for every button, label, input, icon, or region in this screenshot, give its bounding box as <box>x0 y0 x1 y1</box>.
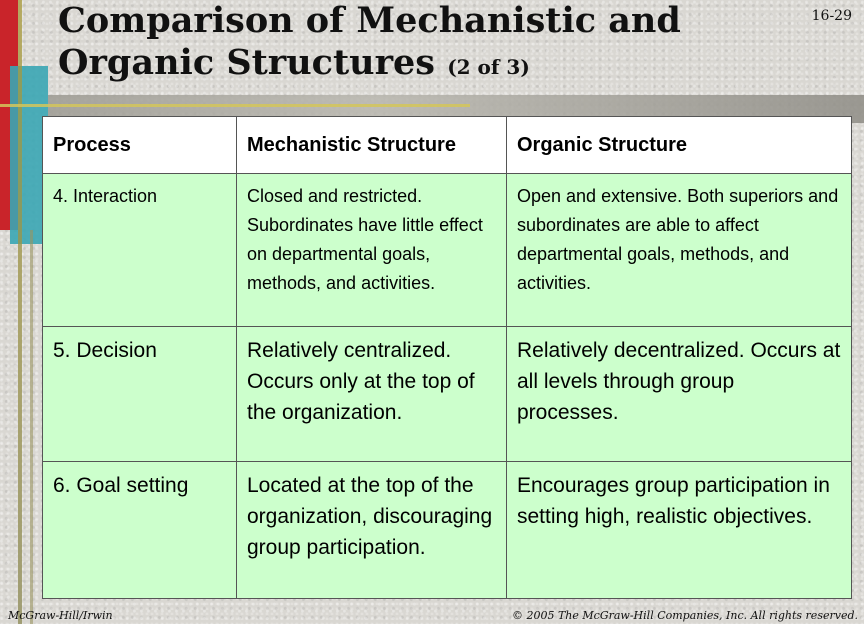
slide-title <box>58 0 798 88</box>
footer-copyright: © 2005 The McGraw-Hill Companies, Inc. All rights reserved. <box>511 609 858 622</box>
header-mechanistic: Mechanistic Structure <box>237 117 507 174</box>
table-row <box>43 327 852 462</box>
decor-vertical-line <box>18 0 22 624</box>
table-row <box>43 462 852 599</box>
cell-mechanistic: Closed and restricted. Subordinates have little effect on departmental goals, methods, and activities. <box>237 174 507 327</box>
header-process: Process <box>43 117 237 174</box>
footer-publisher: McGraw-Hill/Irwin <box>8 609 113 622</box>
slide-title-sub: (2 of 3) <box>447 55 530 79</box>
comparison-table <box>42 116 852 599</box>
cell-organic: Relatively decentralized. Occurs at all levels through group processes. <box>507 327 852 462</box>
cell-mechanistic: Located at the top of the organization, discouraging group participation. <box>237 462 507 599</box>
decor-vertical-line-2 <box>30 230 33 624</box>
table-row <box>43 174 852 327</box>
header-organic: Organic Structure <box>507 117 852 174</box>
cell-organic: Open and extensive. Both superiors and subordinates are able to affect departmental goals, methods, and activities. <box>507 174 852 327</box>
page-number: 16-29 <box>811 8 852 24</box>
cell-process: 5. Decision <box>43 327 237 462</box>
slide-title-main: Comparison of Mechanistic and Organic Structures <box>58 0 681 83</box>
cell-process: 4. Interaction <box>43 174 237 327</box>
cell-mechanistic: Relatively centralized. Occurs only at the top of the organization. <box>237 327 507 462</box>
cell-process: 6. Goal setting <box>43 462 237 599</box>
decor-horizontal-line <box>0 104 470 107</box>
cell-organic: Encourages group participation in setting high, realistic objectives. <box>507 462 852 599</box>
table-header-row <box>43 117 852 174</box>
